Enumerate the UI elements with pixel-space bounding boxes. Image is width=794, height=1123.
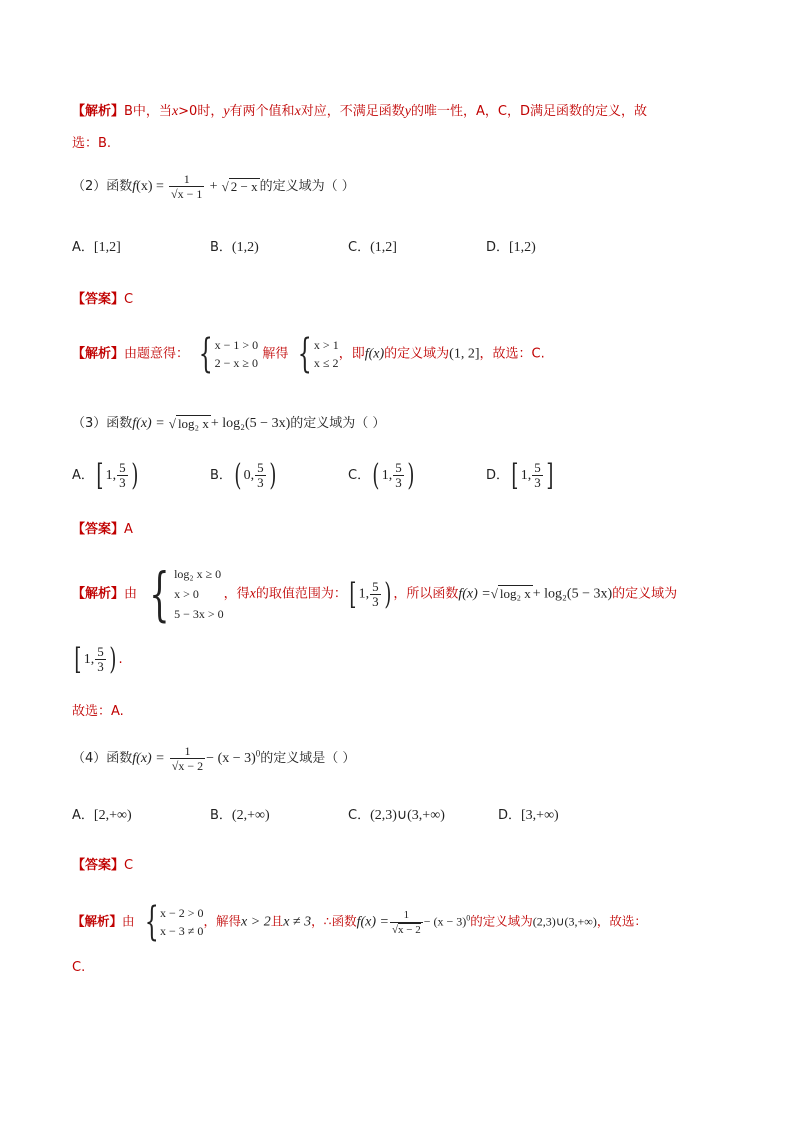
math-cond: x ≠ 3	[283, 914, 312, 930]
question-3	[72, 412, 732, 432]
analysis-tag: 【解析】	[72, 586, 125, 602]
option-value: [3,+∞)	[521, 808, 559, 823]
option-label: B．	[210, 240, 232, 255]
denominator: 3	[97, 659, 104, 674]
bracket: (	[234, 458, 242, 493]
bracket: ]	[546, 458, 554, 493]
math-rest: + log₂(5 − 3x)	[532, 586, 613, 602]
math-f: f	[132, 179, 137, 194]
math-a: 1,	[83, 652, 95, 667]
math-var: y	[223, 104, 230, 119]
equation-row: x ≤ 2	[313, 356, 339, 370]
text: ，即	[338, 346, 365, 362]
question-suffix: 的定义域为（ ）	[259, 179, 355, 194]
equation-row: 5 − 3x > 0	[174, 607, 224, 621]
question-prefix: （2）函数	[72, 179, 133, 194]
analysis-2	[72, 331, 732, 377]
analysis-4-line2: C.	[72, 960, 86, 975]
sqrt: √ log₂ x	[168, 415, 209, 431]
text: 由题意得：	[124, 346, 190, 362]
fraction	[169, 172, 204, 201]
option-value: [1,2]	[93, 240, 121, 255]
question-prefix: （4）函数	[72, 751, 133, 766]
radicand: x − 1	[177, 187, 203, 201]
math-fx: f(x) =	[132, 416, 165, 431]
math-cond: x > 2	[241, 914, 271, 930]
math-a: 1,	[520, 468, 532, 483]
brace: {	[149, 560, 170, 628]
text: ，解得	[203, 913, 242, 929]
equation-system	[139, 899, 204, 945]
bracket: )	[407, 458, 415, 493]
fraction	[170, 744, 205, 773]
math-a: 1,	[105, 468, 117, 483]
option-a[interactable]	[72, 458, 140, 493]
option-d[interactable]	[486, 236, 536, 256]
text: >0时，	[178, 104, 224, 119]
radicand: x − 2	[398, 923, 421, 936]
analysis-3-conclusion: 故选：A.	[72, 704, 124, 719]
text: 的定义域为	[470, 913, 533, 929]
question-suffix: 的定义域为（ ）	[290, 416, 386, 431]
option-b[interactable]	[210, 236, 259, 256]
equation-system	[193, 331, 259, 377]
bracket: )	[130, 458, 138, 493]
equation-row: 2 − x ≥ 0	[214, 356, 258, 370]
exponent: 0	[255, 748, 261, 759]
option-label: B．	[210, 468, 232, 483]
sqrt: √ 2 − x	[221, 178, 258, 194]
math-a: 1,	[381, 468, 393, 483]
equation-row: x > 0	[174, 587, 199, 601]
text: 由	[124, 586, 138, 602]
option-label: A．	[72, 240, 94, 255]
option-label: B．	[210, 808, 232, 823]
text: 解得	[262, 346, 289, 362]
option-value: [1,2)	[509, 240, 536, 255]
option-a[interactable]	[72, 236, 121, 256]
option-label: D．	[486, 468, 510, 483]
answer-value: A	[124, 522, 133, 537]
bracket: [	[74, 642, 82, 677]
text: 的定义域为	[612, 586, 678, 602]
numerator: 5	[534, 460, 541, 475]
numerator: 5	[395, 460, 402, 475]
option-label: D．	[498, 808, 522, 823]
bracket: (	[372, 458, 380, 493]
math-var: y	[404, 104, 412, 119]
text: ，故选：	[596, 913, 647, 929]
equation-row: x > 1	[313, 338, 339, 352]
bracket: [	[511, 458, 519, 493]
option-label: C．	[348, 240, 371, 255]
equation-system	[141, 560, 224, 628]
denominator: 3	[372, 593, 379, 609]
option-b[interactable]	[210, 458, 278, 493]
equation-row: log₂ x ≥ 0	[174, 567, 222, 581]
question-4	[72, 744, 732, 773]
math-rest: − (x − 3)	[423, 914, 467, 929]
radicand: 2 − x	[230, 178, 258, 194]
math-rest: − (x − 3)	[206, 751, 256, 766]
equation-row: x − 2 > 0	[159, 906, 204, 920]
denominator: √x − 2	[171, 759, 204, 773]
bracket: [	[349, 576, 357, 612]
option-value: (2,+∞)	[231, 808, 270, 823]
option-label: A．	[72, 808, 94, 823]
fraction	[117, 461, 128, 490]
math-interval: (1, 2]	[449, 346, 480, 362]
question-2	[72, 172, 732, 201]
plus: +	[209, 179, 218, 194]
equation-row: x − 3 ≠ 0	[159, 924, 204, 938]
exponent: 0	[466, 913, 471, 923]
text: 的唯一性，A，C，D满足函数的定义，故	[411, 104, 647, 119]
option-b[interactable]	[210, 804, 270, 824]
math-result: (2,3)∪(3,+∞)	[532, 914, 597, 929]
text: ，∴函数	[311, 913, 357, 929]
option-value: [2,+∞)	[93, 808, 132, 823]
text: 由	[122, 913, 135, 929]
fraction	[390, 908, 423, 937]
sqrt: √ log₂ x	[490, 586, 531, 601]
text: 的取值范围为：	[255, 586, 347, 602]
text: ，所以函数	[393, 586, 459, 602]
answer-tag: 【答案】	[72, 292, 125, 307]
text: .	[118, 652, 123, 667]
text: ，故选：C.	[479, 346, 545, 362]
option-label: D．	[486, 240, 510, 255]
answer-tag: 【答案】	[72, 522, 125, 537]
analysis-tag: 【解析】	[72, 346, 125, 362]
question-suffix: 的定义域是（ ）	[260, 751, 356, 766]
question-prefix: （3）函数	[72, 416, 133, 431]
equation-system	[292, 331, 339, 377]
numerator: 5	[372, 578, 379, 594]
brace: {	[298, 331, 313, 377]
fraction	[532, 461, 543, 490]
math-x: (x) =	[136, 179, 164, 194]
math-fx: f(x) =	[132, 751, 165, 766]
option-value: (2,3)∪(3,+∞)	[370, 808, 445, 823]
equation-row: x − 1 > 0	[214, 338, 259, 352]
math-a: 0,	[243, 468, 255, 483]
denominator: 3	[119, 475, 126, 490]
math-fx: f(x) =	[356, 914, 389, 930]
bracket: )	[268, 458, 277, 493]
answer-3	[72, 518, 732, 537]
denominator: 3	[534, 475, 541, 490]
math-rest: + log₂(5 − 3x)	[210, 416, 291, 431]
brace: {	[198, 331, 213, 377]
denominator: √x − 2	[391, 923, 421, 936]
option-c[interactable]	[348, 458, 417, 493]
numerator: 5	[97, 644, 104, 659]
option-value: (1,2)	[231, 240, 259, 255]
answer-tag: 【答案】	[72, 858, 125, 873]
math-a: 1,	[358, 586, 370, 602]
denominator: 3	[395, 475, 402, 490]
option-label: C．	[348, 808, 371, 823]
fraction	[393, 461, 404, 490]
fraction	[255, 461, 266, 490]
answer-2	[72, 288, 732, 307]
analysis-block-1	[72, 100, 732, 120]
radicand: log₂ x	[499, 586, 531, 601]
radicand: log₂ x	[177, 415, 209, 431]
math-fx: f(x)	[364, 346, 385, 362]
math-var: x	[294, 104, 301, 119]
analysis-block-1-line2: 选：B.	[72, 136, 112, 151]
brace: {	[144, 899, 159, 945]
option-d[interactable]	[486, 458, 555, 493]
option-c[interactable]	[348, 236, 397, 256]
text: 有两个值和	[229, 104, 295, 119]
text: 对应，不满足函数	[300, 104, 405, 119]
option-label: C．	[348, 468, 371, 483]
text: B中，当	[124, 104, 172, 119]
option-value: (1,2]	[370, 240, 397, 255]
analysis-3-line2	[72, 642, 732, 677]
answer-value: C	[124, 858, 134, 873]
analysis-4	[72, 899, 732, 945]
bracket: )	[109, 642, 117, 677]
numerator: 5	[257, 460, 264, 475]
text: 的定义域为	[384, 346, 450, 362]
answer-value: C	[124, 292, 134, 307]
text: 且	[270, 913, 284, 929]
option-a[interactable]	[72, 804, 132, 824]
text: ，得	[223, 586, 250, 602]
denominator: √x − 1	[171, 187, 203, 201]
numerator: 1	[184, 744, 191, 758]
analysis-3	[72, 560, 732, 628]
option-c[interactable]	[348, 804, 445, 824]
numerator: 1	[183, 172, 190, 186]
numerator: 1	[403, 908, 410, 921]
fraction	[370, 580, 381, 609]
numerator: 5	[119, 460, 126, 475]
math-var: x	[171, 104, 179, 119]
answer-4	[72, 854, 732, 873]
denominator: 3	[257, 475, 264, 490]
analysis-tag: 【解析】	[72, 104, 125, 119]
math-var: x	[249, 586, 256, 602]
bracket: [	[96, 458, 104, 493]
option-label: A．	[72, 468, 94, 483]
bracket: )	[383, 576, 391, 612]
radicand: x − 2	[178, 759, 204, 773]
analysis-tag: 【解析】	[72, 913, 123, 929]
option-d[interactable]	[498, 804, 559, 824]
math-fx: f(x) =	[458, 586, 491, 602]
fraction	[95, 645, 106, 674]
